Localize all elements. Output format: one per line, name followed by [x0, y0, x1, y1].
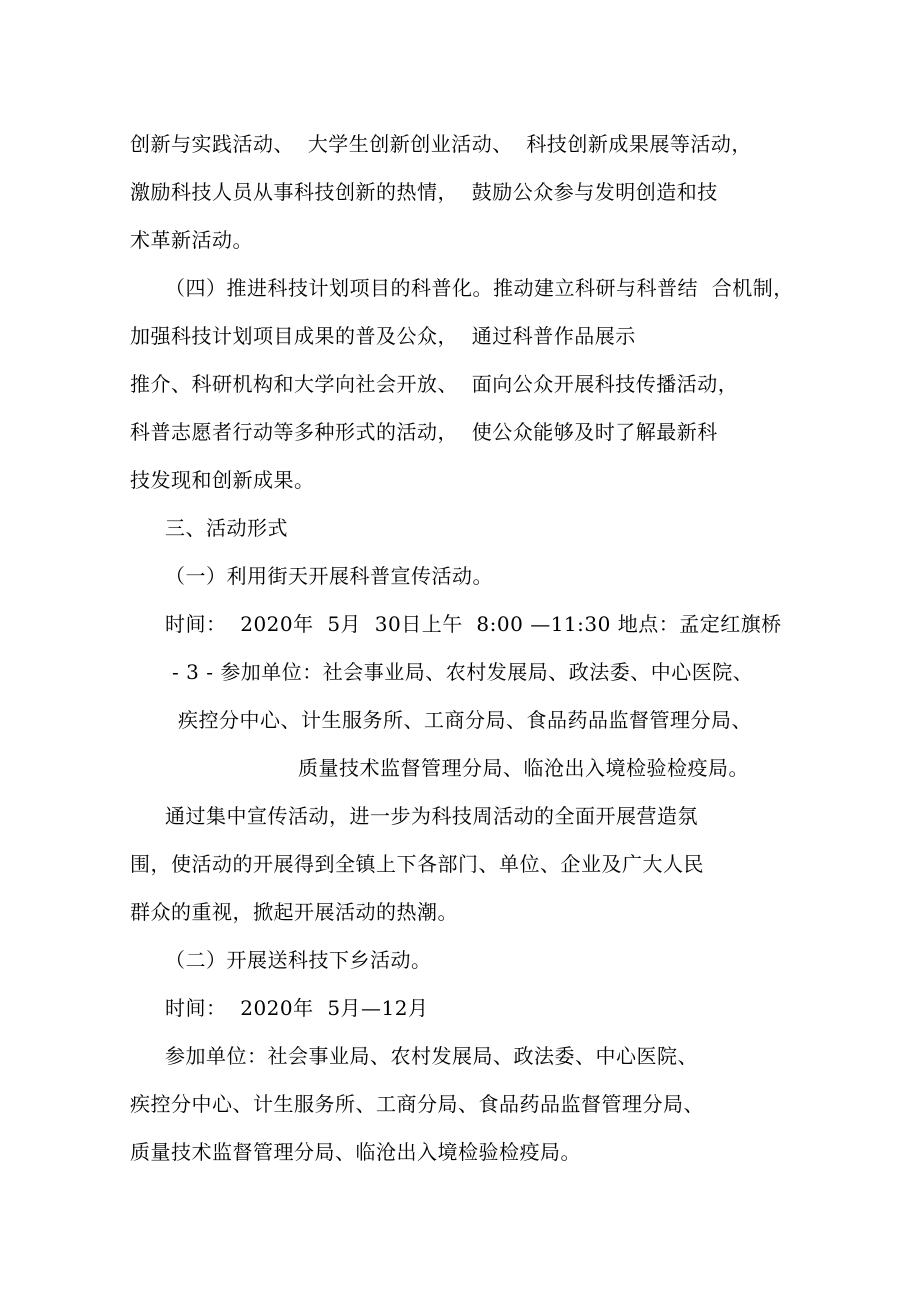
text-line-22: 质量技术监督管理分局、临沧出入境检验检疫局。	[130, 1140, 581, 1164]
text-line-16: 围，使活动的开展得到全镇上下各部门、单位、企业及广大人民	[130, 852, 704, 876]
text-line-6: 推介、科研机构和大学向社会开放、 面向公众开展科技传播活动，	[130, 372, 739, 396]
text-line-13: 疾控分中心、计生服务所、工商分局、食品药品监督管理分局、	[178, 708, 752, 732]
text-line-11: 时间： 2020年 5月 30日上午 8:00 —11:30 地点：孟定红旗桥	[165, 612, 782, 636]
text-line-19: 时间： 2020年 5月—12月	[165, 996, 429, 1020]
section-heading: 三、活动形式	[165, 516, 288, 540]
text-line-7: 科普志愿者行动等多种形式的活动， 使公众能够及时了解最新科	[130, 420, 718, 444]
text-line-14: 质量技术监督管理分局、临沧出入境检验检疫局。	[298, 756, 749, 780]
text-line-20: 参加单位：社会事业局、农村发展局、政法委、中心医院、	[165, 1044, 698, 1068]
text-line-18: （二）开展送科技下乡活动。	[165, 948, 432, 972]
text-line-5: 加强科技计划项目成果的普及公众， 通过科普作品展示	[130, 324, 636, 348]
text-line-10: （一）利用街天开展科普宣传活动。	[165, 564, 493, 588]
text-line-2: 激励科技人员从事科技创新的热情， 鼓励公众参与发明创造和技	[130, 180, 718, 204]
text-line-1: 创新与实践活动、 大学生创新创业活动、 科技创新成果展等活动，	[130, 132, 752, 156]
text-line-12: - 3 - 参加单位：社会事业局、农村发展局、政法委、中心医院、	[172, 660, 754, 684]
text-line-17: 群众的重视，掀起开展活动的热潮。	[130, 900, 458, 924]
text-line-21: 疾控分中心、计生服务所、工商分局、食品药品监督管理分局、	[130, 1092, 704, 1116]
text-line-15: 通过集中宣传活动，进一步为科技周活动的全面开展营造氛	[165, 804, 698, 828]
text-line-4: （四）推进科技计划项目的科普化。推动建立科研与科普结 合机制，	[165, 276, 794, 300]
text-line-8: 技发现和创新成果。	[130, 468, 315, 492]
text-line-3: 术革新活动。	[130, 228, 253, 252]
